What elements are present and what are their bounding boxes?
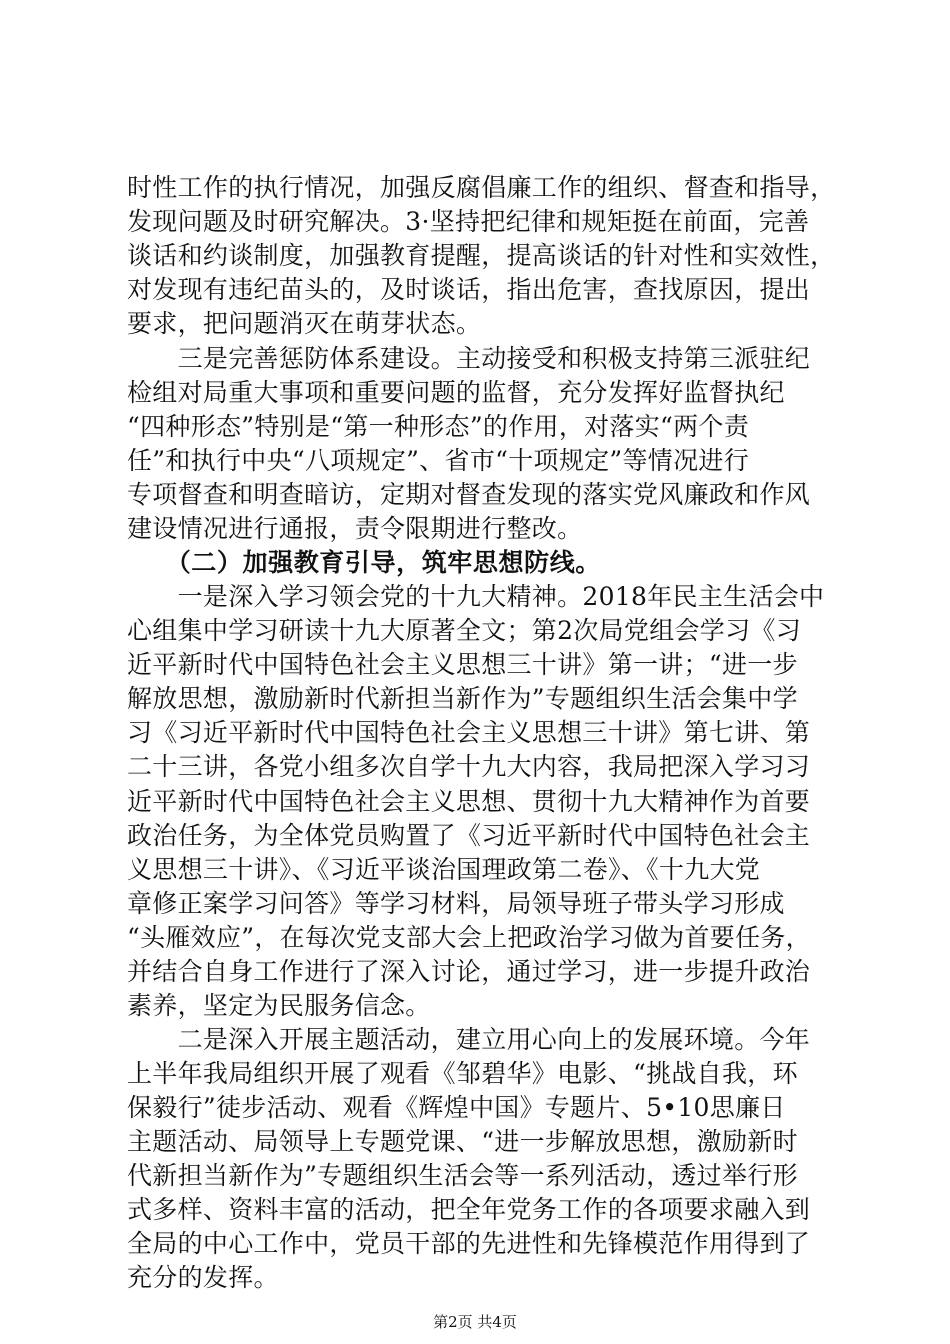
text-line: 二十三讲，各党小组多次自学十九大内容，我局把深入学习习 [127,752,811,781]
text-line: 章修正案学习问答》等学习材料，局领导班子带头学习形成 [127,889,785,918]
text-line: 代新担当新作为”专题组织生活会等一系列活动，透过举行形 [127,1161,798,1190]
section-heading: （二）加强教育引导，筑牢思想防线。 [127,548,601,577]
text-line: 政治任务，为全体党员购置了《习近平新时代中国特色社会主 [127,821,811,850]
text-line: 全局的中心工作中，党员干部的先进性和先锋模范作用得到了 [127,1229,811,1258]
text-line: 一是深入学习领会党的十九大精神。2018年民主生活会中 [127,582,825,611]
text-line: 式多样、资料丰富的活动，把全年党务工作的各项要求融入到 [127,1195,811,1224]
text-line: 检组对局重大事项和重要问题的监督，充分发挥好监督执纪 [127,378,785,407]
text-line: 充分的发挥。 [127,1263,279,1292]
text-line: 对发现有违纪苗头的，及时谈话，指出危害，查找原因，提出 [127,275,811,304]
text-line: 素养，坚定为民服务信念。 [127,991,431,1020]
text-line: 二是深入开展主题活动，建立用心向上的发展环境。今年 [127,1025,811,1054]
text-line: 主题活动、局领导上专题党课、“进一步解放思想，激励新时 [127,1127,798,1156]
text-line: 解放思想，激励新时代新担当新作为”专题组织生活会集中学 [127,684,798,713]
text-line: 谈话和约谈制度，加强教育提醒，提高谈话的针对性和实效性， [127,241,836,270]
text-line: 上半年我局组织开展了观看《邹碧华》电影、“挑战自我，环 [127,1059,798,1088]
text-line: 建设情况进行通报，责令限期进行整改。 [127,514,583,543]
text-line: 要求，把问题消灭在萌芽状态。 [127,309,482,338]
text-line: 并结合自身工作进行了深入讨论，通过学习，进一步提升政治 [127,957,811,986]
page-footer: 第2页 共4页 [433,1313,517,1331]
text-line: 近平新时代中国特色社会主义思想、贯彻十九大精神作为首要 [127,787,811,816]
text-line: “头雁效应”，在每次党支部大会上把政治学习做为首要任务， [127,923,811,952]
text-line: 任”和执行中央“八项规定”、省市“十项规定”等情况进行 [127,446,750,475]
text-line: 心组集中学习研读十九大原著全文；第2次局党组会学习《习 [127,616,802,645]
text-line: 习《习近平新时代中国特色社会主义思想三十讲》第七讲、第 [127,718,811,747]
text-line: 三是完善惩防体系建设。主动接受和积极支持第三派驻纪 [127,344,811,373]
text-line: “四种形态”特别是“第一种形态”的作用，对落实“两个责 [127,412,750,441]
text-line: 专项督查和明查暗访，定期对督查发现的落实党风廉政和作风 [127,480,811,509]
text-line: 时性工作的执行情况，加强反腐倡廉工作的组织、督查和指导， [127,173,836,202]
text-line: 保毅行”徒步活动、观看《辉煌中国》专题片、5•10思廉日 [127,1093,786,1122]
text-line: 发现问题及时研究解决。3·坚持把纪律和规矩挺在前面，完善 [127,207,810,236]
text-line: 近平新时代中国特色社会主义思想三十讲》第一讲；“进一步 [127,650,798,679]
text-line: 义思想三十讲》、《习近平谈治国理政第二卷》、《十九大党 [127,855,761,884]
